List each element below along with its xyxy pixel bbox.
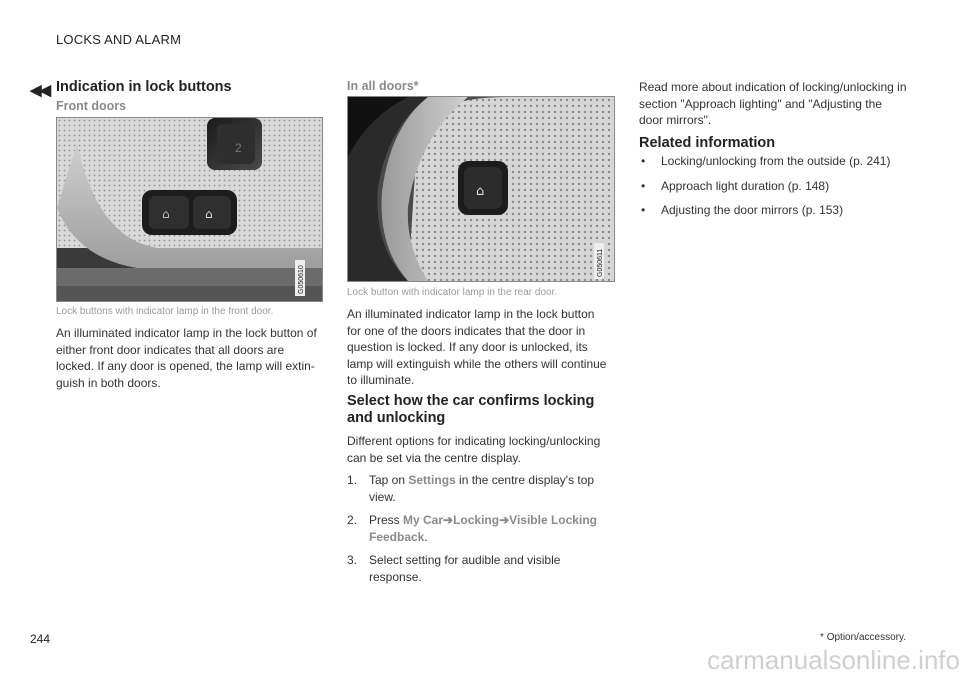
svg-text:⌂: ⌂ bbox=[205, 207, 213, 221]
related-information-list bbox=[639, 153, 914, 227]
front-photo-code: G050610 bbox=[298, 265, 305, 294]
watermark: carmanualsonline.info bbox=[707, 645, 960, 675]
page-number: 244 bbox=[30, 632, 51, 646]
bullet-icon: • bbox=[641, 203, 646, 217]
step-1 bbox=[347, 472, 609, 505]
locking-menu-label: Locking bbox=[453, 513, 500, 527]
my-car-menu-label: My Car bbox=[403, 513, 444, 527]
arrow-right-icon: ➔ bbox=[499, 513, 510, 527]
bullet-icon: • bbox=[641, 178, 646, 193]
step-1-number: 1. bbox=[347, 473, 358, 487]
related-link-door-mirrors[interactable] bbox=[639, 202, 914, 219]
related-link-locking-unlocking[interactable] bbox=[639, 153, 914, 170]
front-door-lock-buttons-photo bbox=[56, 117, 323, 302]
section-title: Indication in lock buttons bbox=[56, 79, 232, 95]
settings-steps-list bbox=[347, 472, 609, 585]
page-header: LOCKS AND ALARM bbox=[56, 32, 182, 47]
option-accessory-note: * Option/accessory. bbox=[820, 632, 906, 643]
step-2-text-post: . bbox=[424, 529, 428, 544]
related-information-heading: Related information bbox=[639, 135, 776, 151]
front-doors-body: An illuminated indicator lamp in the lock button of either front door indicates that all doors are locked. If any door is opened, the lamp will extinguish in both doors. bbox=[56, 326, 317, 390]
arrow-right-icon: ➔ bbox=[443, 513, 454, 527]
related-link-label: Adjusting the door mirrors (p. 153) bbox=[661, 203, 844, 217]
rear-photo-caption: Lock button with indicator lamp in the rear door. bbox=[347, 287, 558, 298]
step-3 bbox=[347, 552, 609, 585]
step-3-number: 3. bbox=[347, 553, 358, 567]
related-link-label: Approach light duration (p. 148) bbox=[661, 178, 830, 193]
related-link-label: Locking/unlocking from the outside (p. 241) bbox=[661, 154, 891, 168]
related-link-approach-light[interactable] bbox=[639, 178, 914, 195]
svg-text:2: 2 bbox=[235, 141, 242, 155]
continued-from-previous-page-icon: ◀◀ bbox=[30, 82, 50, 99]
step-2 bbox=[347, 512, 609, 545]
step-1-text-pre: Tap on bbox=[369, 473, 409, 487]
step-1-text-post: in the centre display's top view. bbox=[369, 473, 595, 504]
rear-door-lock-button-photo bbox=[347, 96, 615, 282]
step-2-text-pre: Press bbox=[369, 513, 404, 527]
front-doors-heading: Front doors bbox=[56, 99, 127, 113]
confirm-intro: Different options for indicating locking/unlocking can be set via the centre display. bbox=[347, 434, 601, 465]
rear-door-photo-illustration bbox=[348, 97, 614, 281]
visible-locking-feedback-menu-label: Visible Locking Feedback bbox=[369, 513, 597, 544]
step-2-number: 2. bbox=[347, 513, 358, 527]
svg-text:⌂: ⌂ bbox=[476, 184, 485, 199]
front-photo-caption: Lock buttons with indicator lamp in the front door. bbox=[56, 306, 274, 317]
svg-text:⌂: ⌂ bbox=[162, 207, 170, 221]
all-doors-body: An illuminated indicator lamp in the lock button for one of the doors indicates that the door in question is locked. If any door is unlocked, its lamp will extinguish while the others will continue to illuminate. bbox=[347, 307, 607, 387]
read-more-text: Read more about indication of locking/unlocking in section "Approach lighting" and "Adjusting the door mirrors". bbox=[639, 80, 907, 127]
all-doors-heading: In all doors* bbox=[347, 79, 419, 93]
settings-menu-label: Settings bbox=[408, 473, 456, 487]
front-door-photo-illustration bbox=[57, 118, 322, 301]
confirm-locking-heading: Select how the car confirms locking and unlocking bbox=[347, 393, 595, 426]
bullet-icon: • bbox=[641, 154, 646, 168]
step-3-text: Select setting for audible and visible response. bbox=[369, 553, 561, 584]
rear-photo-code: G050611 bbox=[597, 248, 604, 277]
